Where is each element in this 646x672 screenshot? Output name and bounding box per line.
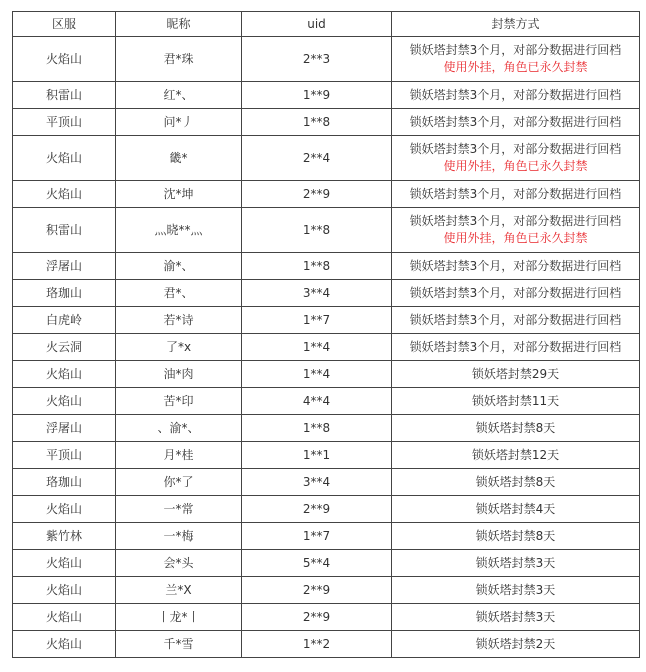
uid-cell: 1**2: [242, 631, 392, 658]
uid-cell: 1**4: [242, 334, 392, 361]
ban-list-table: [12, 11, 640, 658]
uid-cell: 2**9: [242, 496, 392, 523]
table-row: [13, 415, 640, 442]
uid-cell: 4**4: [242, 388, 392, 415]
nickname-cell: 丨龙*丨: [116, 604, 242, 631]
uid-cell: 1**9: [242, 82, 392, 109]
ban-method-cell: [392, 631, 640, 658]
uid-cell: 2**9: [242, 577, 392, 604]
ban-method-cell: [392, 109, 640, 136]
uid-cell: 1**8: [242, 253, 392, 280]
table-row: [13, 82, 640, 109]
ban-method-text: 锁妖塔封禁8天: [475, 420, 556, 435]
uid-cell: 1**1: [242, 442, 392, 469]
nickname-cell: 月*桂: [116, 442, 242, 469]
ban-method-text: 锁妖塔封禁4天: [475, 501, 556, 516]
table-row: [13, 136, 640, 181]
ban-method-cell: [392, 577, 640, 604]
table-row: [13, 604, 640, 631]
ban-method-cell: [392, 469, 640, 496]
ban-method-text: 锁妖塔封禁8天: [475, 474, 556, 489]
ban-method-text: 锁妖塔封禁3个月，对部分数据进行回档: [409, 43, 622, 57]
ban-method-cell: [392, 136, 640, 181]
table-row: [13, 109, 640, 136]
server-cell: 火云洞: [13, 334, 116, 361]
ban-method-text: 锁妖塔封禁29天: [471, 366, 560, 381]
nickname-cell: 问*丿: [116, 109, 242, 136]
server-cell: 浮屠山: [13, 415, 116, 442]
table-row: [13, 181, 640, 208]
nickname-cell: 千*雪: [116, 631, 242, 658]
uid-cell: 3**4: [242, 280, 392, 307]
nickname-cell: 一*常: [116, 496, 242, 523]
header-nickname: 昵称: [116, 12, 242, 37]
server-cell: 平顶山: [13, 109, 116, 136]
ban-method-cell: [392, 280, 640, 307]
ban-method-cell: [392, 550, 640, 577]
ban-method-cell: [392, 208, 640, 253]
nickname-cell: 你*了: [116, 469, 242, 496]
table-row: [13, 280, 640, 307]
table-body: [13, 37, 640, 658]
server-cell: 火焰山: [13, 136, 116, 181]
ban-method-text: 锁妖塔封禁3个月，对部分数据进行回档: [409, 114, 622, 129]
table-row: [13, 442, 640, 469]
uid-cell: 2**4: [242, 136, 392, 181]
ban-method-text: 锁妖塔封禁12天: [471, 447, 560, 462]
ban-method-cell: [392, 415, 640, 442]
nickname-cell: 苦*印: [116, 388, 242, 415]
uid-cell: 1**4: [242, 361, 392, 388]
uid-cell: 1**8: [242, 415, 392, 442]
nickname-cell: 灬晓**灬: [116, 208, 242, 253]
table-row: [13, 523, 640, 550]
ban-method-cell: [392, 523, 640, 550]
table-row: [13, 469, 640, 496]
server-cell: 火焰山: [13, 496, 116, 523]
table-row: [13, 631, 640, 658]
uid-cell: 2**3: [242, 37, 392, 82]
ban-method-cell: [392, 37, 640, 82]
permanent-ban-note: 使用外挂，角色已永久封禁: [443, 231, 588, 245]
table-row: [13, 334, 640, 361]
nickname-cell: 红*、: [116, 82, 242, 109]
table-row: [13, 208, 640, 253]
server-cell: 珞珈山: [13, 469, 116, 496]
header-server: 区服: [13, 12, 116, 37]
server-cell: 火焰山: [13, 388, 116, 415]
header-ban-method: 封禁方式: [392, 12, 640, 37]
server-cell: 积雷山: [13, 82, 116, 109]
nickname-cell: 渝*、: [116, 253, 242, 280]
permanent-ban-note: 使用外挂，角色已永久封禁: [443, 60, 588, 74]
ban-method-cell: [392, 307, 640, 334]
ban-method-text: 锁妖塔封禁3个月，对部分数据进行回档: [409, 258, 622, 273]
ban-method-cell: [392, 604, 640, 631]
nickname-cell: 油*肉: [116, 361, 242, 388]
nickname-cell: 兰*X: [116, 577, 242, 604]
nickname-cell: 一*梅: [116, 523, 242, 550]
nickname-cell: 会*头: [116, 550, 242, 577]
server-cell: 平顶山: [13, 442, 116, 469]
server-cell: 火焰山: [13, 577, 116, 604]
ban-method-cell: [392, 361, 640, 388]
ban-method-cell: [392, 334, 640, 361]
server-cell: 火焰山: [13, 361, 116, 388]
server-cell: 紫竹林: [13, 523, 116, 550]
server-cell: 珞珈山: [13, 280, 116, 307]
server-cell: 火焰山: [13, 181, 116, 208]
ban-method-text: 锁妖塔封禁3个月，对部分数据进行回档: [409, 186, 622, 201]
uid-cell: 5**4: [242, 550, 392, 577]
server-cell: 火焰山: [13, 631, 116, 658]
ban-method-text: 锁妖塔封禁11天: [471, 393, 560, 408]
uid-cell: 1**8: [242, 109, 392, 136]
table-row: [13, 361, 640, 388]
nickname-cell: 了*x: [116, 334, 242, 361]
permanent-ban-note: 使用外挂，角色已永久封禁: [443, 159, 588, 173]
nickname-cell: 若*诗: [116, 307, 242, 334]
nickname-cell: 君*、: [116, 280, 242, 307]
server-cell: 白虎岭: [13, 307, 116, 334]
ban-method-text: 锁妖塔封禁2天: [475, 636, 556, 651]
table-row: [13, 253, 640, 280]
ban-method-cell: [392, 442, 640, 469]
ban-method-text: 锁妖塔封禁3天: [475, 582, 556, 597]
table-row: [13, 37, 640, 82]
nickname-cell: 、渝*、: [116, 415, 242, 442]
server-cell: 积雷山: [13, 208, 116, 253]
ban-method-cell: [392, 253, 640, 280]
uid-cell: 2**9: [242, 604, 392, 631]
ban-method-cell: [392, 388, 640, 415]
header-uid: uid: [242, 12, 392, 37]
server-cell: 火焰山: [13, 37, 116, 82]
uid-cell: 3**4: [242, 469, 392, 496]
uid-cell: 1**7: [242, 523, 392, 550]
ban-method-text: 锁妖塔封禁3个月，对部分数据进行回档: [409, 87, 622, 102]
server-cell: 浮屠山: [13, 253, 116, 280]
ban-method-cell: [392, 181, 640, 208]
ban-method-text: 锁妖塔封禁3个月，对部分数据进行回档: [409, 142, 622, 156]
ban-method-text: 锁妖塔封禁8天: [475, 528, 556, 543]
server-cell: 火焰山: [13, 604, 116, 631]
uid-cell: 1**7: [242, 307, 392, 334]
table-row: [13, 577, 640, 604]
ban-method-cell: [392, 82, 640, 109]
nickname-cell: 君*珠: [116, 37, 242, 82]
table-header-row: [13, 12, 640, 37]
ban-method-text: 锁妖塔封禁3个月，对部分数据进行回档: [409, 339, 622, 354]
ban-method-text: 锁妖塔封禁3天: [475, 555, 556, 570]
ban-method-text: 锁妖塔封禁3天: [475, 609, 556, 624]
nickname-cell: 畿*: [116, 136, 242, 181]
server-cell: 火焰山: [13, 550, 116, 577]
ban-method-cell: [392, 496, 640, 523]
table-row: [13, 307, 640, 334]
nickname-cell: 沈*坤: [116, 181, 242, 208]
table-row: [13, 550, 640, 577]
ban-method-text: 锁妖塔封禁3个月，对部分数据进行回档: [409, 312, 622, 327]
uid-cell: 1**8: [242, 208, 392, 253]
table-row: [13, 388, 640, 415]
ban-method-text: 锁妖塔封禁3个月，对部分数据进行回档: [409, 214, 622, 228]
table-row: [13, 496, 640, 523]
ban-method-text: 锁妖塔封禁3个月，对部分数据进行回档: [409, 285, 622, 300]
uid-cell: 2**9: [242, 181, 392, 208]
